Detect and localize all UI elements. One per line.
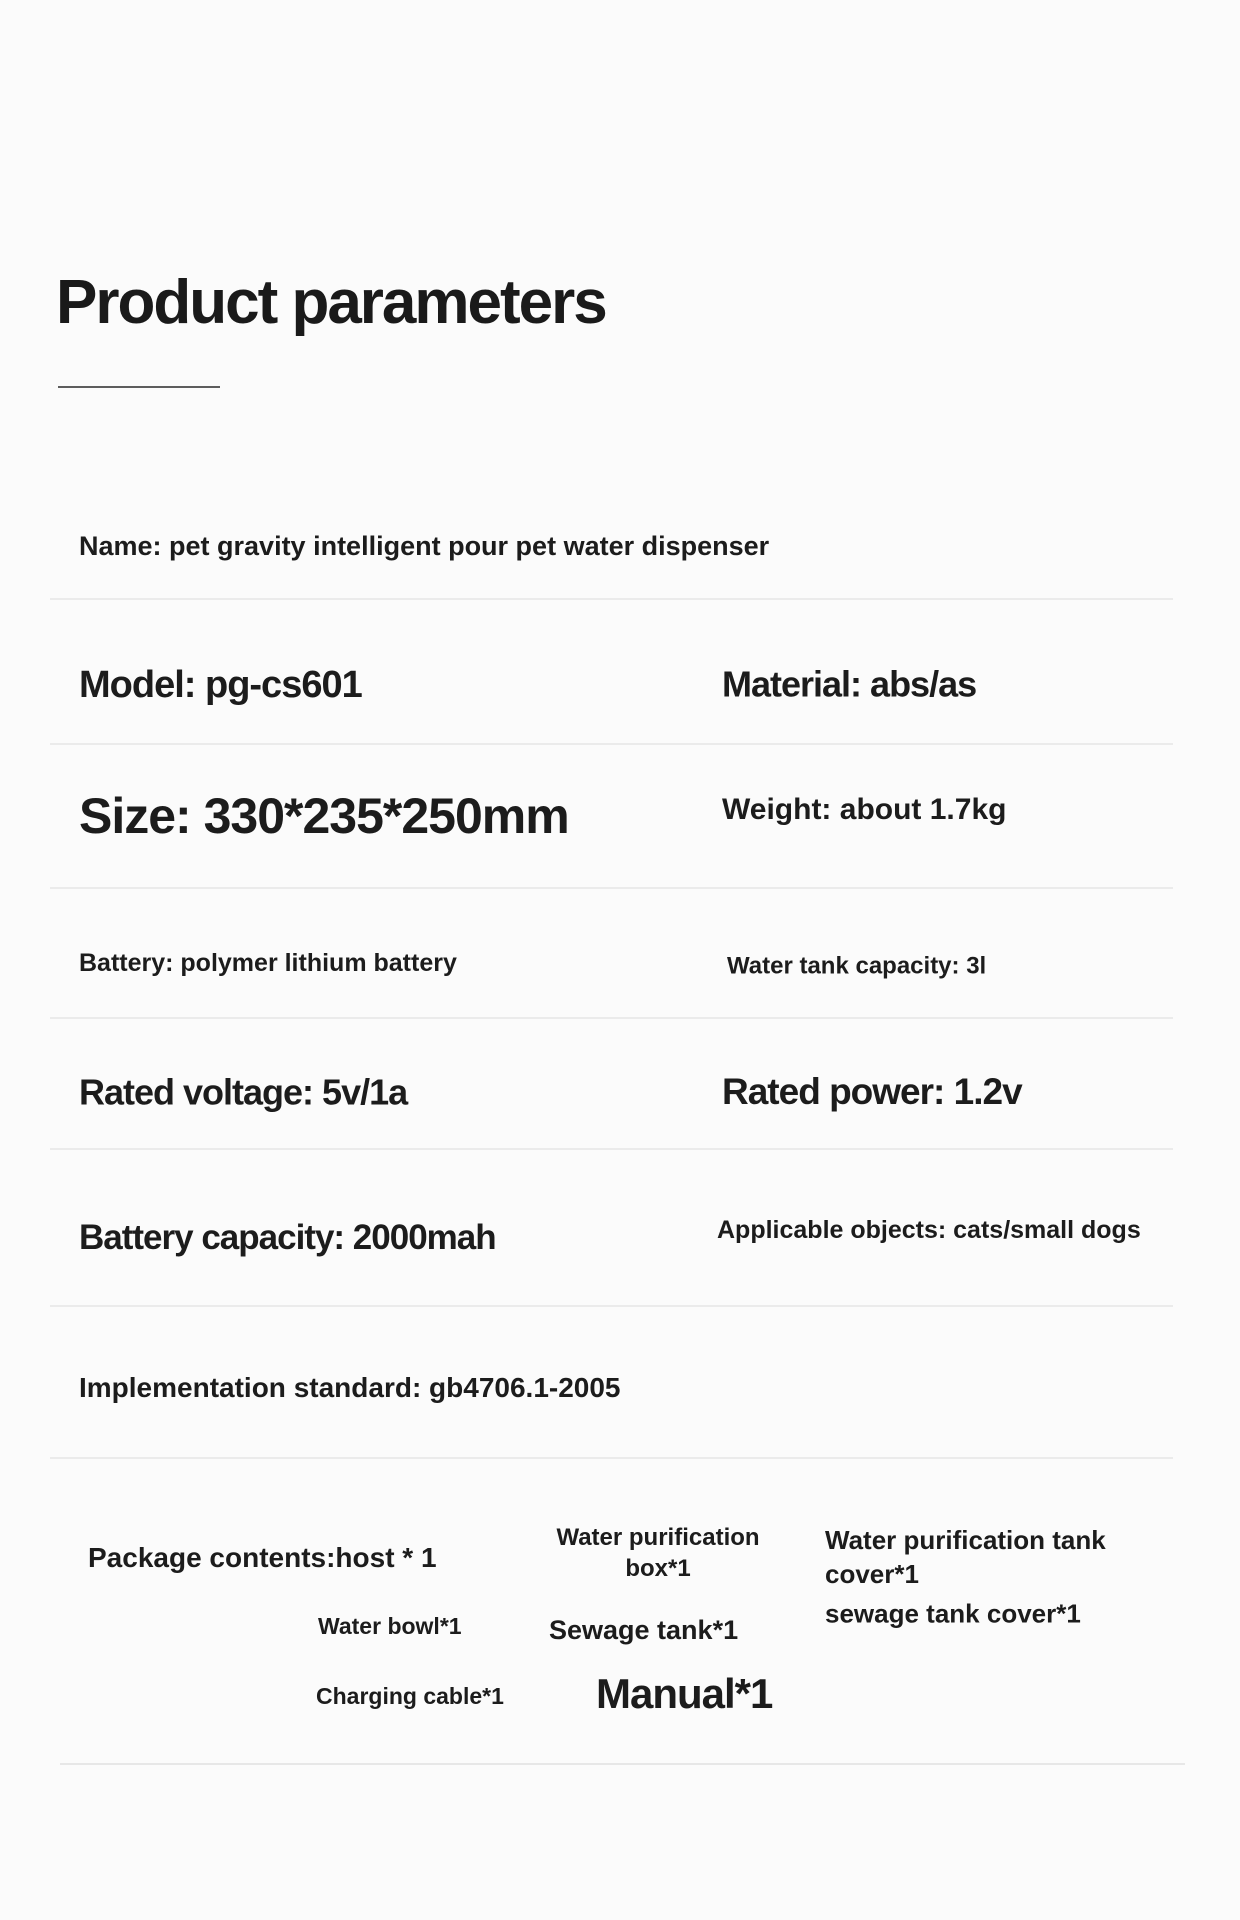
divider <box>50 743 1173 745</box>
param-battery: Battery: polymer lithium battery <box>79 949 457 977</box>
page-title: Product parameters <box>56 267 606 337</box>
param-size: Size: 330*235*250mm <box>79 788 569 844</box>
package-sewage-tank-cover: sewage tank cover*1 <box>825 1598 1081 1629</box>
package-water-purification-box: Water purification box*1 <box>556 1524 760 1583</box>
param-battery-capacity: Battery capacity: 2000mah <box>79 1218 496 1257</box>
package-manual: Manual*1 <box>596 1669 773 1717</box>
param-rated-power: Rated power: 1.2v <box>722 1070 1022 1112</box>
package-water-bowl: Water bowl*1 <box>318 1613 462 1640</box>
divider <box>50 1148 1173 1150</box>
divider <box>50 598 1173 600</box>
param-water-tank-capacity: Water tank capacity: 3l <box>727 952 987 980</box>
param-model: Model: pg-cs601 <box>79 664 362 707</box>
package-sewage-tank: Sewage tank*1 <box>549 1614 739 1645</box>
package-charging-cable: Charging cable*1 <box>316 1683 504 1710</box>
divider <box>50 1457 1173 1459</box>
package-water-purification-tank-cover: Water purification tank cover*1 <box>825 1525 1106 1589</box>
param-weight: Weight: about 1.7kg <box>722 793 1007 826</box>
param-applicable-objects: Applicable objects: cats/small dogs <box>717 1216 1141 1244</box>
param-rated-voltage: Rated voltage: 5v/1a <box>79 1071 408 1113</box>
param-implementation-standard: Implementation standard: gb4706.1-2005 <box>79 1372 621 1404</box>
package-contents-host: Package contents:host * 1 <box>88 1542 437 1574</box>
param-material: Material: abs/as <box>722 663 977 705</box>
divider <box>50 1305 1173 1307</box>
divider <box>50 1017 1173 1019</box>
title-underline <box>58 386 220 388</box>
divider <box>50 887 1173 889</box>
divider <box>60 1763 1185 1765</box>
param-name: Name: pet gravity intelligent pour pet water dispenser <box>79 530 770 561</box>
